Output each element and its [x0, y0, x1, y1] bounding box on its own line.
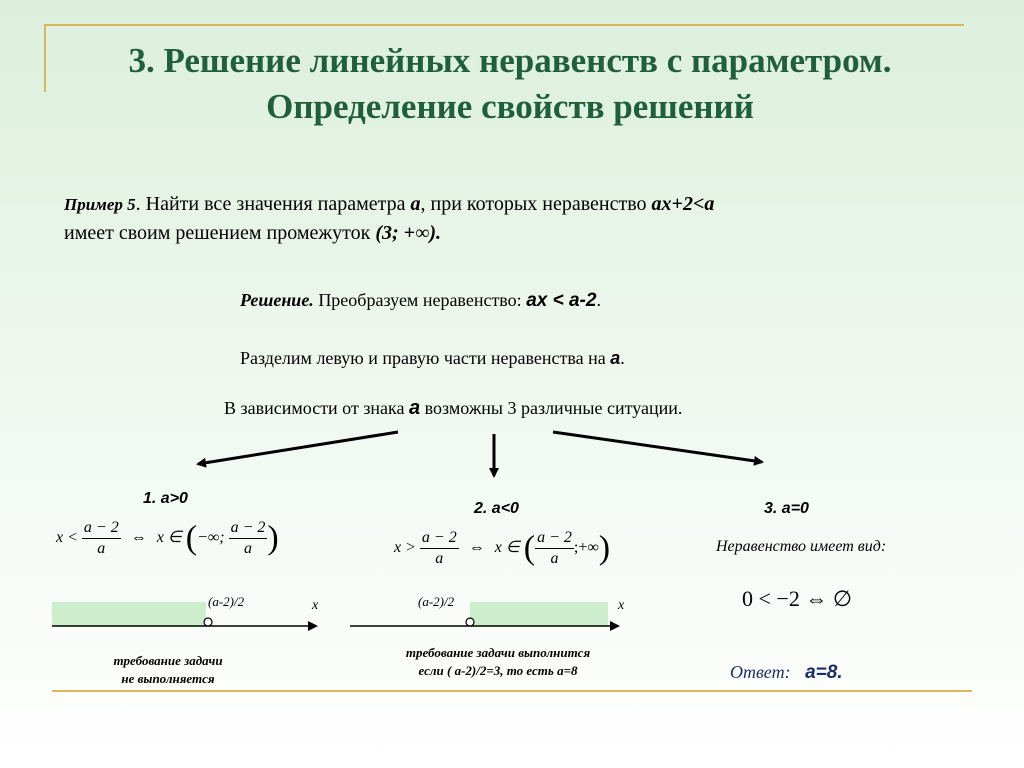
- solution-dot: .: [596, 290, 601, 310]
- case1-note-1: требование задачи: [113, 653, 223, 668]
- answer: [730, 662, 843, 684]
- case1-in: x ∈: [156, 529, 182, 547]
- divide-param: a: [610, 348, 621, 368]
- case1-highlight: [52, 602, 206, 626]
- cases-text-1: В зависимости от знака: [224, 398, 410, 418]
- case1-x-label: x: [312, 598, 319, 613]
- cases-text-2: возможны 3 различные ситуации.: [420, 398, 683, 418]
- case2-header: 2. a<0: [474, 500, 519, 517]
- case1-axis-label: (a-2)/2: [208, 594, 245, 609]
- example-label: Пример 5: [64, 195, 136, 214]
- solution-text: Преобразуем неравенство:: [313, 290, 527, 310]
- case3-formula: 0 < −2 ⇔ ∅: [742, 586, 852, 611]
- arrow-left: [198, 432, 398, 464]
- case1-num: a − 2: [82, 518, 121, 539]
- case2-open-point: [466, 618, 474, 626]
- example-line2-text: имеет своим решением промежуток: [64, 222, 376, 244]
- case1-equiv: ⇔: [130, 529, 147, 547]
- case1-note-2: не выполняется: [121, 671, 215, 686]
- solution-label: Решение.: [240, 290, 314, 310]
- divide-text: Разделим левую и правую части неравенства на: [240, 348, 611, 368]
- title-line-1: 3. Решение линейных неравенств с параметром.: [128, 41, 892, 80]
- case2-den: a: [435, 550, 444, 567]
- cases-param: a: [409, 397, 421, 419]
- case2-close: ;+∞: [573, 539, 599, 557]
- case2-note-1: требование задачи выполнится: [405, 645, 591, 660]
- answer-label: Ответ:: [730, 662, 791, 682]
- case2-x-label: x: [618, 598, 625, 613]
- case2-note-2: если ( a-2)/2=3, то есть a=8: [418, 663, 578, 678]
- title-line-2: Определение свойств решений: [266, 87, 754, 126]
- divide-dot: .: [620, 348, 625, 368]
- case1-header: 1. a>0: [143, 490, 188, 507]
- example-text-2: , при которых неравенство: [420, 193, 652, 215]
- case2-den-2: a: [550, 550, 559, 567]
- case2-lhs: x >: [394, 539, 416, 557]
- case3-description: Неравенство имеет вид:: [716, 538, 887, 555]
- case1-num-2: a − 2: [229, 518, 268, 539]
- case2-in: x ∈: [494, 539, 520, 557]
- example-interval: (3; +∞).: [375, 222, 441, 244]
- case2-equiv: ⇔: [468, 539, 485, 557]
- case2-axis-label: (a-2)/2: [418, 594, 455, 609]
- case2-num-2: a − 2: [535, 528, 574, 549]
- answer-value: a=8.: [805, 662, 843, 683]
- case1-open: −∞;: [197, 529, 225, 547]
- example-text-1: . Найти все значения параметра: [135, 193, 411, 215]
- case1-den-2: a: [244, 540, 252, 557]
- case1-open-point: [204, 618, 212, 626]
- case2-num: a − 2: [420, 528, 459, 549]
- solution-inequality: ax < a-2: [526, 290, 597, 311]
- case2-highlight: [470, 602, 608, 626]
- case1-formula: x < $\frac{a - 2}{a}$ ⇔ x ∈ (−∞; $\frac{a - 2}{a}$ ): [56, 519, 279, 557]
- case2-note: [360, 644, 636, 680]
- example-param: a: [410, 193, 421, 215]
- case3-header: 3. a=0: [764, 500, 809, 517]
- case1-note: [60, 652, 276, 688]
- case2-formula: x > $\frac{a - 2}{a}$ ⇔ x ∈ ( $\frac{a - 2}{a}$ ;+∞): [394, 529, 611, 567]
- case1-lhs: x <: [56, 529, 78, 547]
- arrow-right: [553, 432, 762, 462]
- example-inequality: ax+2<a: [651, 193, 715, 215]
- case1-den: a: [97, 540, 106, 557]
